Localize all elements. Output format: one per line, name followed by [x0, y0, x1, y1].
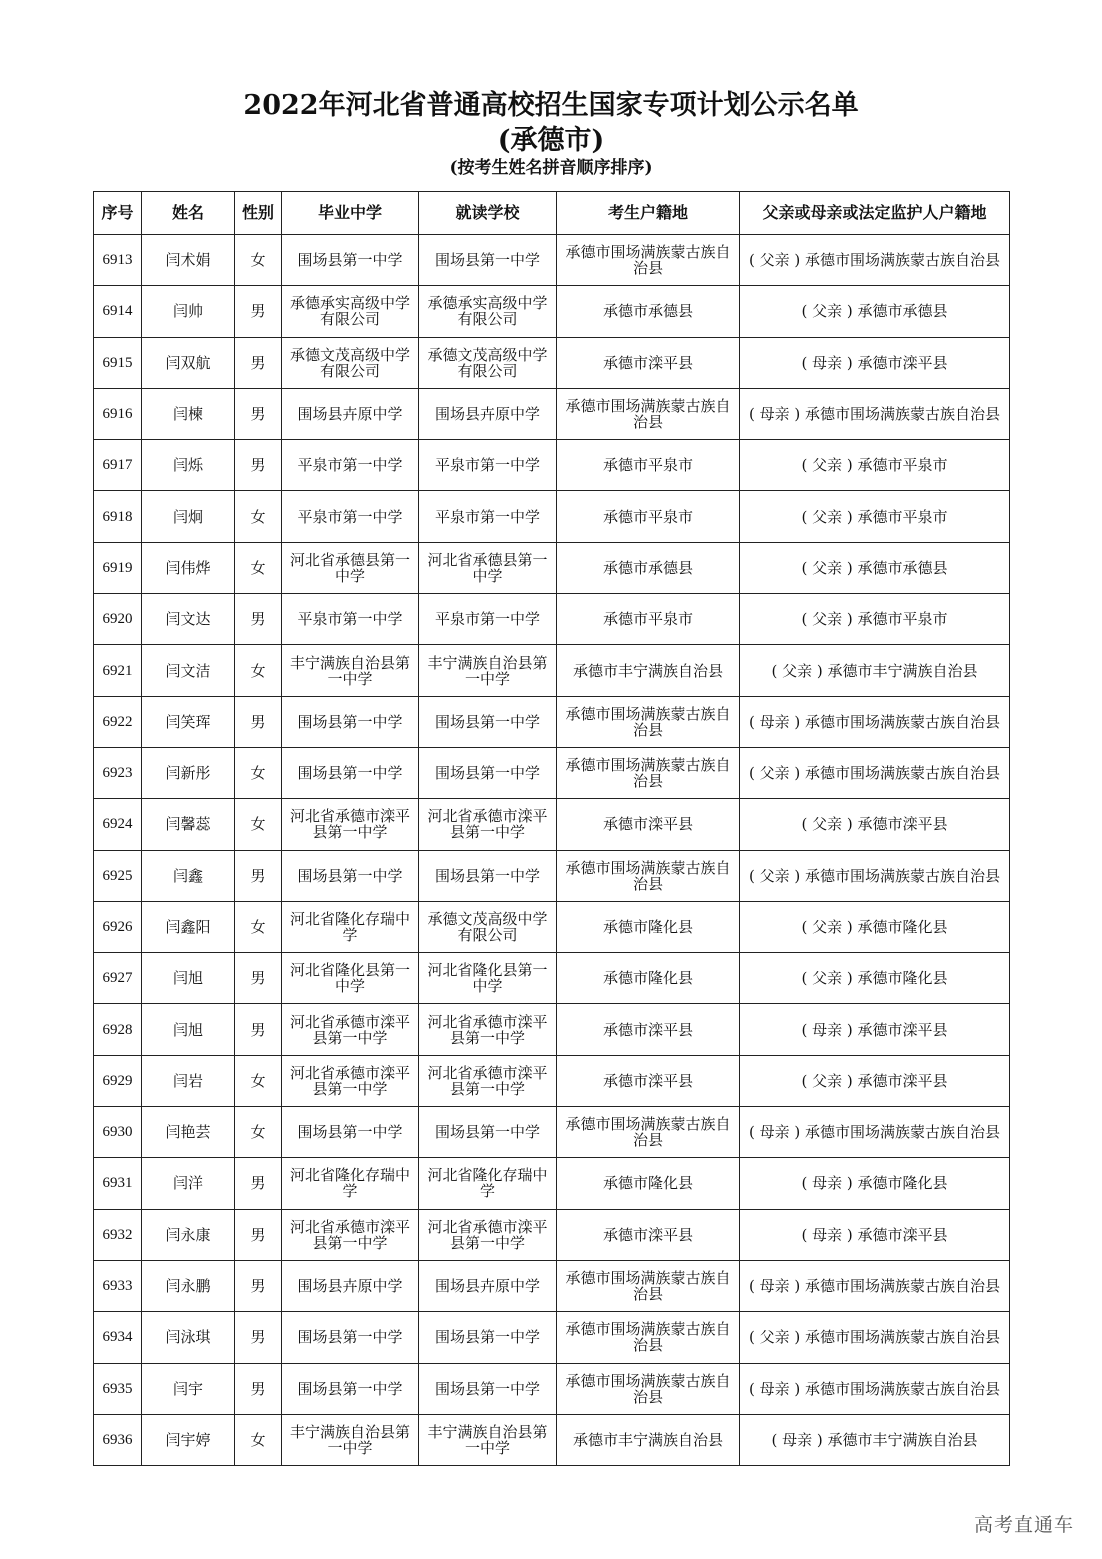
cell-grad-school: 围场县第一中学 — [282, 850, 419, 901]
cell-gender: 女 — [235, 542, 282, 593]
cell-guardian-hukou: ( 母亲 ) 承德市滦平县 — [740, 1004, 1010, 1055]
cell-student-hukou: 承德市围场满族蒙古族自治县 — [557, 850, 740, 901]
cell-gender: 男 — [235, 1363, 282, 1414]
cell-grad-school: 围场县卉原中学 — [282, 1260, 419, 1311]
cell-student-hukou: 承德市平泉市 — [557, 594, 740, 645]
cell-seq: 6925 — [94, 850, 142, 901]
cell-grad-school: 丰宁满族自治县第一中学 — [282, 645, 419, 696]
cell-student-hukou: 承德市围场满族蒙古族自治县 — [557, 1260, 740, 1311]
cell-seq: 6934 — [94, 1312, 142, 1363]
cell-student-hukou: 承德市滦平县 — [557, 1209, 740, 1260]
cell-gender: 女 — [235, 235, 282, 286]
cell-student-hukou: 承德市丰宁满族自治县 — [557, 1414, 740, 1465]
table-row — [94, 594, 1010, 645]
cell-current-school: 河北省承德市滦平县第一中学 — [419, 1209, 557, 1260]
cell-name: 闫楝 — [142, 388, 235, 439]
table-header-row — [94, 192, 1010, 235]
cell-seq: 6918 — [94, 491, 142, 542]
cell-name: 闫艳芸 — [142, 1107, 235, 1158]
cell-current-school: 围场县卉原中学 — [419, 388, 557, 439]
cell-name: 闫伟烨 — [142, 542, 235, 593]
cell-guardian-hukou: ( 父亲 ) 承德市平泉市 — [740, 594, 1010, 645]
cell-gender: 女 — [235, 799, 282, 850]
cell-name: 闫文洁 — [142, 645, 235, 696]
table-row — [94, 1158, 1010, 1209]
cell-student-hukou: 承德市承德县 — [557, 542, 740, 593]
cell-gender: 男 — [235, 850, 282, 901]
table-row — [94, 747, 1010, 798]
cell-name: 闫泳琪 — [142, 1312, 235, 1363]
cell-grad-school: 河北省承德县第一中学 — [282, 542, 419, 593]
cell-current-school: 围场县第一中学 — [419, 850, 557, 901]
cell-grad-school: 平泉市第一中学 — [282, 594, 419, 645]
cell-current-school: 丰宁满族自治县第一中学 — [419, 1414, 557, 1465]
cell-guardian-hukou: ( 母亲 ) 承德市隆化县 — [740, 1158, 1010, 1209]
cell-student-hukou: 承德市滦平县 — [557, 337, 740, 388]
cell-current-school: 围场县第一中学 — [419, 1107, 557, 1158]
cell-name: 闫烁 — [142, 440, 235, 491]
cell-current-school: 河北省承德市滦平县第一中学 — [419, 1004, 557, 1055]
cell-guardian-hukou: ( 母亲 ) 承德市滦平县 — [740, 1209, 1010, 1260]
cell-student-hukou: 承德市平泉市 — [557, 491, 740, 542]
table-row — [94, 542, 1010, 593]
cell-seq: 6915 — [94, 337, 142, 388]
watermark: 高考直通车 — [973, 1514, 1074, 1536]
cell-student-hukou: 承德市承德县 — [557, 286, 740, 337]
table-row — [94, 953, 1010, 1004]
cell-student-hukou: 承德市滦平县 — [557, 799, 740, 850]
cell-current-school: 河北省隆化存瑞中学 — [419, 1158, 557, 1209]
cell-student-hukou: 承德市丰宁满族自治县 — [557, 645, 740, 696]
table-row — [94, 1363, 1010, 1414]
table-row — [94, 901, 1010, 952]
cell-gender: 男 — [235, 1312, 282, 1363]
cell-seq: 6914 — [94, 286, 142, 337]
cell-grad-school: 围场县第一中学 — [282, 1107, 419, 1158]
cell-student-hukou: 承德市滦平县 — [557, 1055, 740, 1106]
cell-gender: 男 — [235, 953, 282, 1004]
table-row — [94, 1107, 1010, 1158]
table-row — [94, 850, 1010, 901]
header-student-hukou: 考生户籍地 — [557, 192, 740, 235]
cell-student-hukou: 承德市围场满族蒙古族自治县 — [557, 696, 740, 747]
cell-current-school: 丰宁满族自治县第一中学 — [419, 645, 557, 696]
cell-seq: 6928 — [94, 1004, 142, 1055]
cell-student-hukou: 承德市隆化县 — [557, 953, 740, 1004]
cell-current-school: 围场县第一中学 — [419, 696, 557, 747]
cell-guardian-hukou: ( 母亲 ) 承德市围场满族蒙古族自治县 — [740, 696, 1010, 747]
cell-name: 闫鑫 — [142, 850, 235, 901]
table-row — [94, 491, 1010, 542]
cell-current-school: 河北省隆化县第一中学 — [419, 953, 557, 1004]
table-row — [94, 799, 1010, 850]
cell-name: 闫双航 — [142, 337, 235, 388]
cell-name: 闫新彤 — [142, 747, 235, 798]
cell-seq: 6922 — [94, 696, 142, 747]
cell-grad-school: 平泉市第一中学 — [282, 440, 419, 491]
table-row — [94, 1414, 1010, 1465]
table-row — [94, 388, 1010, 439]
cell-student-hukou: 承德市围场满族蒙古族自治县 — [557, 1107, 740, 1158]
cell-seq: 6932 — [94, 1209, 142, 1260]
header-guardian-hukou: 父亲或母亲或法定监护人户籍地 — [740, 192, 1010, 235]
cell-gender: 男 — [235, 1158, 282, 1209]
cell-seq: 6916 — [94, 388, 142, 439]
cell-gender: 女 — [235, 645, 282, 696]
cell-gender: 女 — [235, 747, 282, 798]
cell-grad-school: 承德承实高级中学有限公司 — [282, 286, 419, 337]
table-row — [94, 286, 1010, 337]
table-row — [94, 1260, 1010, 1311]
table-row — [94, 440, 1010, 491]
cell-gender: 女 — [235, 901, 282, 952]
cell-gender: 女 — [235, 1055, 282, 1106]
cell-seq: 6935 — [94, 1363, 142, 1414]
cell-name: 闫帅 — [142, 286, 235, 337]
cell-gender: 男 — [235, 388, 282, 439]
cell-gender: 男 — [235, 337, 282, 388]
cell-name: 闫术娟 — [142, 235, 235, 286]
cell-gender: 男 — [235, 286, 282, 337]
cell-name: 闫永鹏 — [142, 1260, 235, 1311]
cell-guardian-hukou: ( 父亲 ) 承德市围场满族蒙古族自治县 — [740, 850, 1010, 901]
cell-guardian-hukou: ( 父亲 ) 承德市承德县 — [740, 286, 1010, 337]
cell-grad-school: 围场县第一中学 — [282, 1363, 419, 1414]
document-city: (承德市) — [497, 125, 605, 156]
cell-current-school: 围场县第一中学 — [419, 747, 557, 798]
cell-current-school: 围场县第一中学 — [419, 235, 557, 286]
cell-guardian-hukou: ( 父亲 ) 承德市丰宁满族自治县 — [740, 645, 1010, 696]
cell-guardian-hukou: ( 母亲 ) 承德市围场满族蒙古族自治县 — [740, 1107, 1010, 1158]
cell-grad-school: 围场县第一中学 — [282, 235, 419, 286]
cell-gender: 男 — [235, 1004, 282, 1055]
table-row — [94, 696, 1010, 747]
cell-student-hukou: 承德市围场满族蒙古族自治县 — [557, 1312, 740, 1363]
cell-name: 闫宇 — [142, 1363, 235, 1414]
cell-student-hukou: 承德市隆化县 — [557, 901, 740, 952]
cell-seq: 6924 — [94, 799, 142, 850]
cell-guardian-hukou: ( 父亲 ) 承德市隆化县 — [740, 953, 1010, 1004]
cell-grad-school: 承德文茂高级中学有限公司 — [282, 337, 419, 388]
cell-name: 闫馨蕊 — [142, 799, 235, 850]
cell-guardian-hukou: ( 父亲 ) 承德市围场满族蒙古族自治县 — [740, 235, 1010, 286]
cell-grad-school: 丰宁满族自治县第一中学 — [282, 1414, 419, 1465]
cell-current-school: 河北省承德市滦平县第一中学 — [419, 799, 557, 850]
cell-name: 闫永康 — [142, 1209, 235, 1260]
cell-guardian-hukou: ( 父亲 ) 承德市平泉市 — [740, 491, 1010, 542]
cell-grad-school: 平泉市第一中学 — [282, 491, 419, 542]
cell-guardian-hukou: ( 母亲 ) 承德市围场满族蒙古族自治县 — [740, 388, 1010, 439]
cell-guardian-hukou: ( 父亲 ) 承德市平泉市 — [740, 440, 1010, 491]
cell-grad-school: 围场县第一中学 — [282, 747, 419, 798]
cell-grad-school: 河北省承德市滦平县第一中学 — [282, 1004, 419, 1055]
cell-guardian-hukou: ( 母亲 ) 承德市丰宁满族自治县 — [740, 1414, 1010, 1465]
cell-current-school: 围场县第一中学 — [419, 1363, 557, 1414]
cell-current-school: 河北省承德市滦平县第一中学 — [419, 1055, 557, 1106]
table-row — [94, 645, 1010, 696]
cell-seq: 6929 — [94, 1055, 142, 1106]
cell-seq: 6920 — [94, 594, 142, 645]
header-current-school: 就读学校 — [419, 192, 557, 235]
cell-name: 闫宇婷 — [142, 1414, 235, 1465]
table-row — [94, 1055, 1010, 1106]
cell-current-school: 围场县第一中学 — [419, 1312, 557, 1363]
cell-seq: 6919 — [94, 542, 142, 593]
cell-current-school: 围场县卉原中学 — [419, 1260, 557, 1311]
cell-current-school: 承德文茂高级中学有限公司 — [419, 901, 557, 952]
cell-name: 闫鑫阳 — [142, 901, 235, 952]
table-row — [94, 1312, 1010, 1363]
cell-seq: 6917 — [94, 440, 142, 491]
cell-grad-school: 围场县第一中学 — [282, 1312, 419, 1363]
cell-seq: 6930 — [94, 1107, 142, 1158]
cell-guardian-hukou: ( 父亲 ) 承德市滦平县 — [740, 1055, 1010, 1106]
table-body — [94, 235, 1010, 1466]
table-row — [94, 337, 1010, 388]
cell-gender: 男 — [235, 696, 282, 747]
cell-current-school: 承德文茂高级中学有限公司 — [419, 337, 557, 388]
cell-guardian-hukou: ( 父亲 ) 承德市围场满族蒙古族自治县 — [740, 747, 1010, 798]
cell-seq: 6923 — [94, 747, 142, 798]
cell-grad-school: 河北省承德市滦平县第一中学 — [282, 799, 419, 850]
cell-guardian-hukou: ( 母亲 ) 承德市围场满族蒙古族自治县 — [740, 1260, 1010, 1311]
cell-grad-school: 河北省隆化县第一中学 — [282, 953, 419, 1004]
cell-grad-school: 河北省承德市滦平县第一中学 — [282, 1209, 419, 1260]
table-row — [94, 235, 1010, 286]
header-seq: 序号 — [94, 192, 142, 235]
cell-student-hukou: 承德市围场满族蒙古族自治县 — [557, 1363, 740, 1414]
cell-current-school: 平泉市第一中学 — [419, 594, 557, 645]
cell-current-school: 平泉市第一中学 — [419, 440, 557, 491]
cell-guardian-hukou: ( 父亲 ) 承德市围场满族蒙古族自治县 — [740, 1312, 1010, 1363]
cell-student-hukou: 承德市围场满族蒙古族自治县 — [557, 235, 740, 286]
table-row — [94, 1004, 1010, 1055]
cell-guardian-hukou: ( 母亲 ) 承德市滦平县 — [740, 337, 1010, 388]
header-name: 姓名 — [142, 192, 235, 235]
document-title: 2022年河北省普通高校招生国家专项计划公示名单 — [243, 90, 859, 121]
cell-name: 闫岩 — [142, 1055, 235, 1106]
cell-student-hukou: 承德市围场满族蒙古族自治县 — [557, 388, 740, 439]
cell-name: 闫洋 — [142, 1158, 235, 1209]
cell-student-hukou: 承德市围场满族蒙古族自治县 — [557, 747, 740, 798]
cell-current-school: 承德承实高级中学有限公司 — [419, 286, 557, 337]
cell-gender: 男 — [235, 440, 282, 491]
cell-gender: 女 — [235, 491, 282, 542]
cell-name: 闫笑珲 — [142, 696, 235, 747]
cell-seq: 6927 — [94, 953, 142, 1004]
cell-grad-school: 围场县第一中学 — [282, 696, 419, 747]
cell-grad-school: 河北省隆化存瑞中学 — [282, 901, 419, 952]
cell-gender: 男 — [235, 1260, 282, 1311]
table-row — [94, 1209, 1010, 1260]
cell-guardian-hukou: ( 父亲 ) 承德市隆化县 — [740, 901, 1010, 952]
cell-gender: 女 — [235, 1107, 282, 1158]
cell-grad-school: 河北省隆化存瑞中学 — [282, 1158, 419, 1209]
cell-student-hukou: 承德市平泉市 — [557, 440, 740, 491]
cell-grad-school: 围场县卉原中学 — [282, 388, 419, 439]
cell-student-hukou: 承德市隆化县 — [557, 1158, 740, 1209]
cell-name: 闫炯 — [142, 491, 235, 542]
cell-current-school: 河北省承德县第一中学 — [419, 542, 557, 593]
cell-seq: 6933 — [94, 1260, 142, 1311]
cell-student-hukou: 承德市滦平县 — [557, 1004, 740, 1055]
cell-guardian-hukou: ( 父亲 ) 承德市承德县 — [740, 542, 1010, 593]
cell-gender: 男 — [235, 1209, 282, 1260]
cell-gender: 男 — [235, 594, 282, 645]
cell-current-school: 平泉市第一中学 — [419, 491, 557, 542]
cell-seq: 6926 — [94, 901, 142, 952]
cell-seq: 6936 — [94, 1414, 142, 1465]
cell-seq: 6913 — [94, 235, 142, 286]
header-grad-school: 毕业中学 — [282, 192, 419, 235]
cell-name: 闫旭 — [142, 953, 235, 1004]
header-gender: 性别 — [235, 192, 282, 235]
cell-name: 闫旭 — [142, 1004, 235, 1055]
cell-seq: 6931 — [94, 1158, 142, 1209]
cell-name: 闫文达 — [142, 594, 235, 645]
sort-note: (按考生姓名拼音顺序排序) — [449, 158, 653, 178]
cell-gender: 女 — [235, 1414, 282, 1465]
cell-grad-school: 河北省承德市滦平县第一中学 — [282, 1055, 419, 1106]
cell-seq: 6921 — [94, 645, 142, 696]
cell-guardian-hukou: ( 母亲 ) 承德市围场满族蒙古族自治县 — [740, 1363, 1010, 1414]
cell-guardian-hukou: ( 父亲 ) 承德市滦平县 — [740, 799, 1010, 850]
roster-table — [93, 191, 1010, 1466]
